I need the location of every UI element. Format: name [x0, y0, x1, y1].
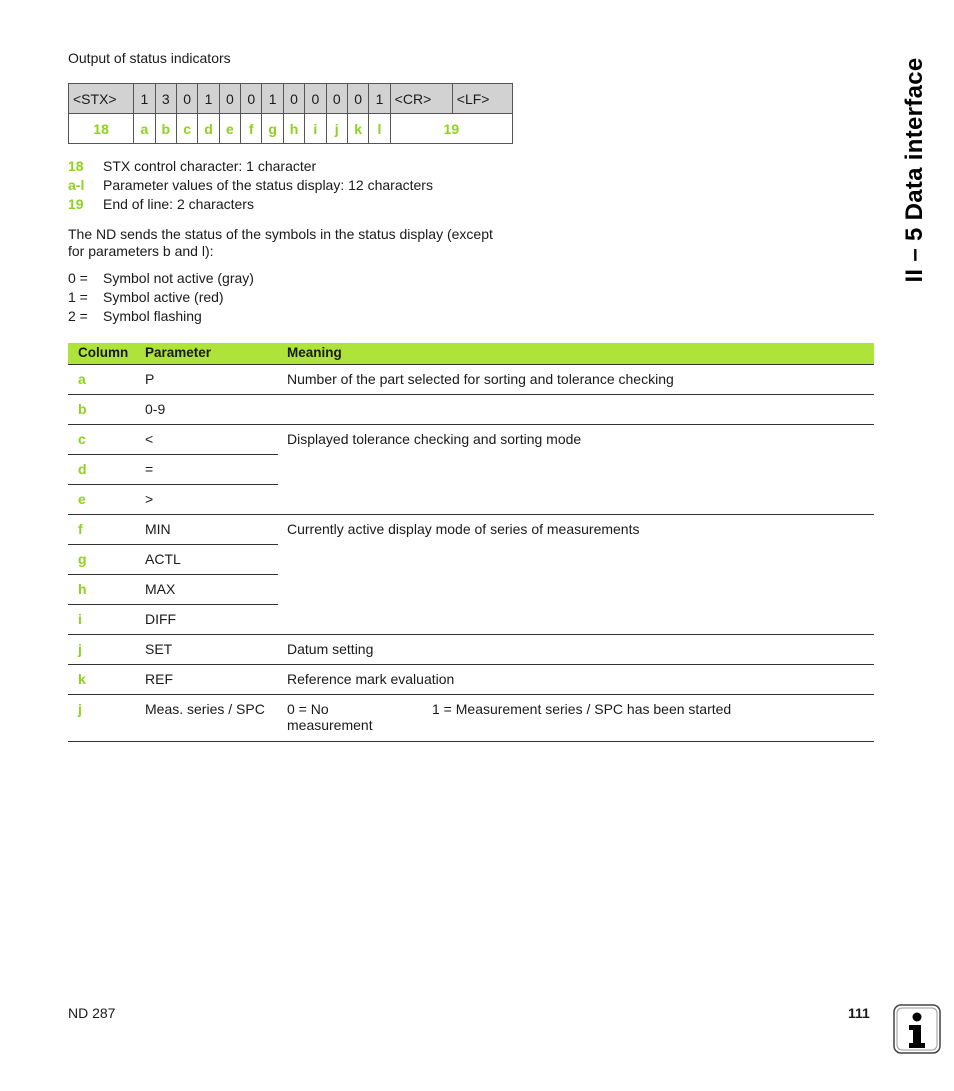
- value-key: 0 =: [68, 270, 88, 286]
- row-column: k: [78, 671, 86, 687]
- column-header: Column: [78, 345, 129, 360]
- row-divider: [68, 741, 874, 742]
- row-parameter: 0-9: [145, 401, 166, 417]
- stx-cell: <STX>: [69, 84, 134, 114]
- label-cell: c: [176, 114, 197, 144]
- status-digit-cell: 0: [219, 84, 240, 114]
- label-cell: k: [347, 114, 368, 144]
- row-meaning: Datum setting: [287, 641, 374, 657]
- row-parameter: <: [145, 431, 154, 447]
- label-cell: g: [262, 114, 283, 144]
- row-column: h: [78, 581, 87, 597]
- row-column: f: [78, 521, 83, 537]
- label-cell: 18: [69, 114, 134, 144]
- label-cell: h: [283, 114, 304, 144]
- legend-key: 18: [68, 158, 84, 174]
- row-meaning-line-2: measurement: [287, 717, 373, 733]
- status-parameter-table: [68, 343, 874, 742]
- row-parameter: SET: [145, 641, 173, 657]
- table-row: [68, 485, 874, 515]
- table-row: [68, 425, 874, 455]
- status-digit-cell: 0: [176, 84, 197, 114]
- table-row: [68, 365, 874, 395]
- table-row: [68, 545, 874, 575]
- label-cell: f: [241, 114, 262, 144]
- side-title-text: II – 5 Data interface: [901, 57, 928, 283]
- label-cell: l: [369, 114, 390, 144]
- row-parameter: REF: [145, 671, 173, 687]
- legend-key: a-l: [68, 177, 85, 193]
- label-cell: j: [326, 114, 347, 144]
- info-icon: [893, 1004, 941, 1054]
- row-column: g: [78, 551, 87, 567]
- legend-key: 19: [68, 196, 84, 212]
- table-row: [68, 695, 874, 742]
- status-digit-cell: 0: [241, 84, 262, 114]
- label-cell: e: [219, 114, 240, 144]
- output-table-label-row: [69, 114, 513, 144]
- label-cell: b: [155, 114, 176, 144]
- table-row: [68, 635, 874, 665]
- row-column: b: [78, 401, 87, 417]
- row-parameter: MAX: [145, 581, 176, 597]
- row-parameter: =: [145, 461, 154, 477]
- row-parameter: Meas. series / SPC: [145, 701, 265, 717]
- row-column: a: [78, 371, 86, 387]
- status-digit-cell: 0: [305, 84, 326, 114]
- section-title: Output of status indicators: [68, 50, 231, 66]
- value-key: 2 =: [68, 308, 88, 324]
- row-meaning: 0 = No: [287, 701, 329, 717]
- parameter-header: Parameter: [145, 345, 212, 360]
- status-digit-cell: 1: [262, 84, 283, 114]
- table-row: [68, 605, 874, 635]
- label-cell: 19: [390, 114, 512, 144]
- status-digit-cell: 3: [155, 84, 176, 114]
- row-parameter: P: [145, 371, 155, 387]
- row-column: e: [78, 491, 86, 507]
- row-parameter: >: [145, 491, 154, 507]
- row-column: d: [78, 461, 87, 477]
- lf-cell: <LF>: [452, 84, 512, 114]
- row-column: i: [78, 611, 82, 627]
- row-parameter: ACTL: [145, 551, 181, 567]
- value-key: 1 =: [68, 289, 88, 305]
- cr-cell: <CR>: [390, 84, 452, 114]
- meaning-header: Meaning: [287, 345, 342, 360]
- footer-product: ND 287: [68, 1005, 116, 1021]
- table-row: [68, 665, 874, 695]
- row-meaning: Currently active display mode of series of measurements: [287, 521, 640, 537]
- legend-text: End of line: 2 characters: [103, 196, 254, 212]
- output-format-table: [68, 83, 513, 144]
- table-row: [68, 455, 874, 485]
- label-cell: i: [305, 114, 326, 144]
- output-table-head-row: [69, 84, 513, 114]
- legend-text: Parameter values of the status display: 12 characters: [103, 177, 433, 193]
- label-cell: d: [198, 114, 219, 144]
- intro-line-1: The ND sends the status of the symbols in the status display (except: [68, 226, 493, 242]
- status-digit-cell: 1: [198, 84, 219, 114]
- value-text: Symbol not active (gray): [103, 270, 254, 286]
- status-digit-cell: 0: [283, 84, 304, 114]
- value-text: Symbol active (red): [103, 289, 224, 305]
- table-row: [68, 575, 874, 605]
- page-number: 111: [848, 1005, 870, 1021]
- status-digit-cell: 1: [134, 84, 155, 114]
- value-text: Symbol flashing: [103, 308, 202, 324]
- legend-text: STX control character: 1 character: [103, 158, 317, 174]
- row-parameter: MIN: [145, 521, 171, 537]
- label-cell: a: [134, 114, 155, 144]
- row-meaning: Reference mark evaluation: [287, 671, 455, 687]
- row-column: j: [78, 641, 82, 657]
- side-title: [893, 50, 937, 290]
- table-row: [68, 515, 874, 545]
- intro-line-2: for parameters b and l):: [68, 243, 214, 259]
- row-column: c: [78, 431, 86, 447]
- status-digit-cell: 0: [347, 84, 368, 114]
- row-meaning: Number of the part selected for sorting and tolerance checking: [287, 371, 674, 387]
- row-meaning-started: 1 = Measurement series / SPC has been started: [432, 701, 732, 717]
- row-parameter: DIFF: [145, 611, 177, 627]
- row-column: j: [78, 701, 82, 717]
- table-header: [68, 343, 874, 365]
- row-meaning: Displayed tolerance checking and sorting mode: [287, 431, 582, 447]
- table-row: [68, 395, 874, 425]
- status-digit-cell: 0: [326, 84, 347, 114]
- status-digit-cell: 1: [369, 84, 390, 114]
